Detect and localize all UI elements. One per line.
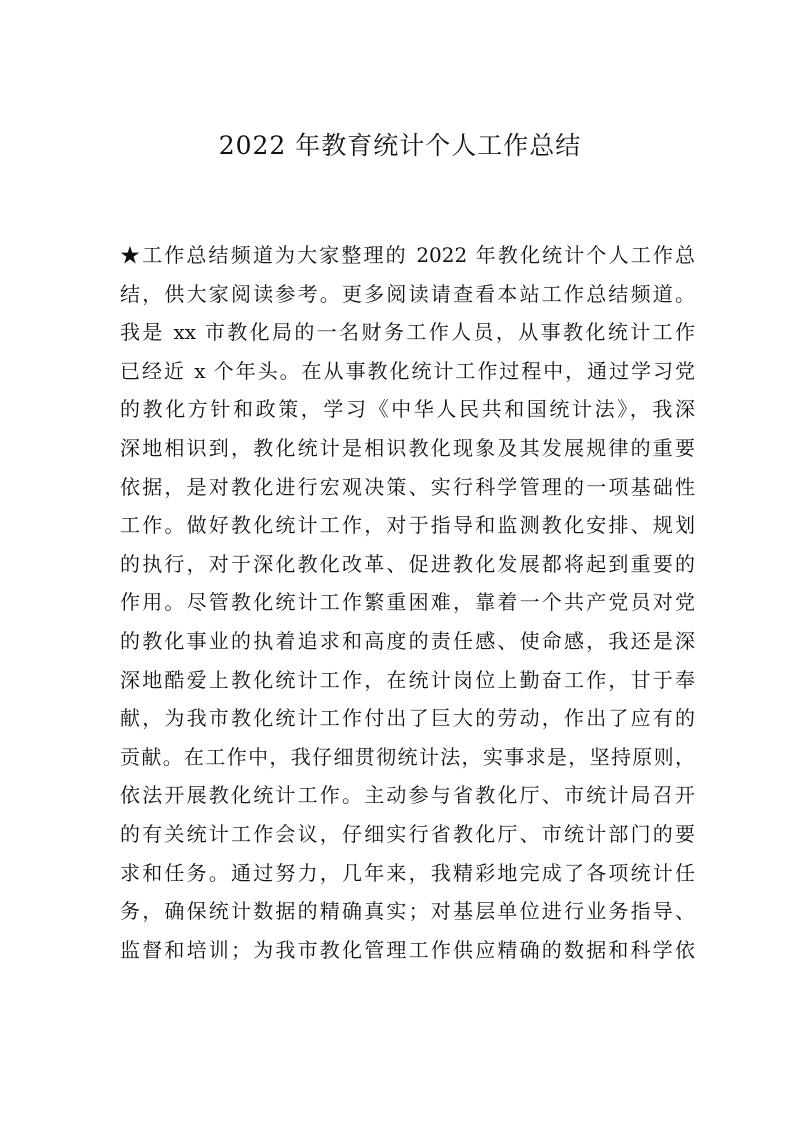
body-line: 深地酷爱上教化统计工作，在统计岗位上勤奋工作，甘于奉 bbox=[120, 667, 695, 692]
page-title: 2022 年教育统计个人工作总结 bbox=[218, 131, 582, 160]
body-line: 深地相识到，教化统计是相识教化现象及其发展规律的重要 bbox=[120, 435, 695, 460]
body-line: 监督和培训；为我市教化管理工作供应精确的数据和科学依 bbox=[120, 937, 695, 962]
body-line: 务，确保统计数据的精确真实；对基层单位进行业务指导、 bbox=[120, 899, 695, 924]
body-line: 的执行，对于深化教化改革、促进教化发展都将起到重要的 bbox=[120, 551, 695, 576]
body-line: 已经近 x 个年头。在从事教化统计工作过程中，通过学习党 bbox=[120, 358, 695, 383]
body-line: 献，为我市教化统计工作付出了巨大的劳动，作出了应有的 bbox=[120, 706, 695, 731]
body-line: 结，供大家阅读参考。更多阅读请查看本站工作总结频道。 bbox=[120, 281, 695, 306]
body-line: 贡献。在工作中，我仔细贯彻统计法，实事求是，坚持原则， bbox=[120, 744, 695, 769]
body-line: 的有关统计工作会议，仔细实行省教化厅、市统计部门的要 bbox=[120, 821, 695, 846]
body-line: ★工作总结频道为大家整理的 2022 年教化统计个人工作总 bbox=[120, 243, 695, 267]
body-line: 依法开展教化统计工作。主动参与省教化厅、市统计局召开 bbox=[120, 783, 695, 808]
document-body bbox=[120, 236, 695, 969]
body-line: 的教化方针和政策，学习《中华人民共和国统计法》，我深 bbox=[120, 397, 695, 422]
body-line: 的教化事业的执着追求和高度的责任感、使命感，我还是深 bbox=[120, 628, 695, 653]
body-line: 依据，是对教化进行宏观决策、实行科学管理的一项基础性 bbox=[120, 474, 695, 499]
body-line: 我是 xx 市教化局的一名财务工作人员，从事教化统计工作 bbox=[120, 320, 695, 345]
body-line: 作用。尽管教化统计工作繁重困难，靠着一个共产党员对党 bbox=[120, 590, 695, 615]
body-line: 工作。做好教化统计工作，对于指导和监测教化安排、规划 bbox=[120, 513, 695, 538]
body-line: 求和任务。通过努力，几年来，我精彩地完成了各项统计任 bbox=[120, 860, 695, 885]
